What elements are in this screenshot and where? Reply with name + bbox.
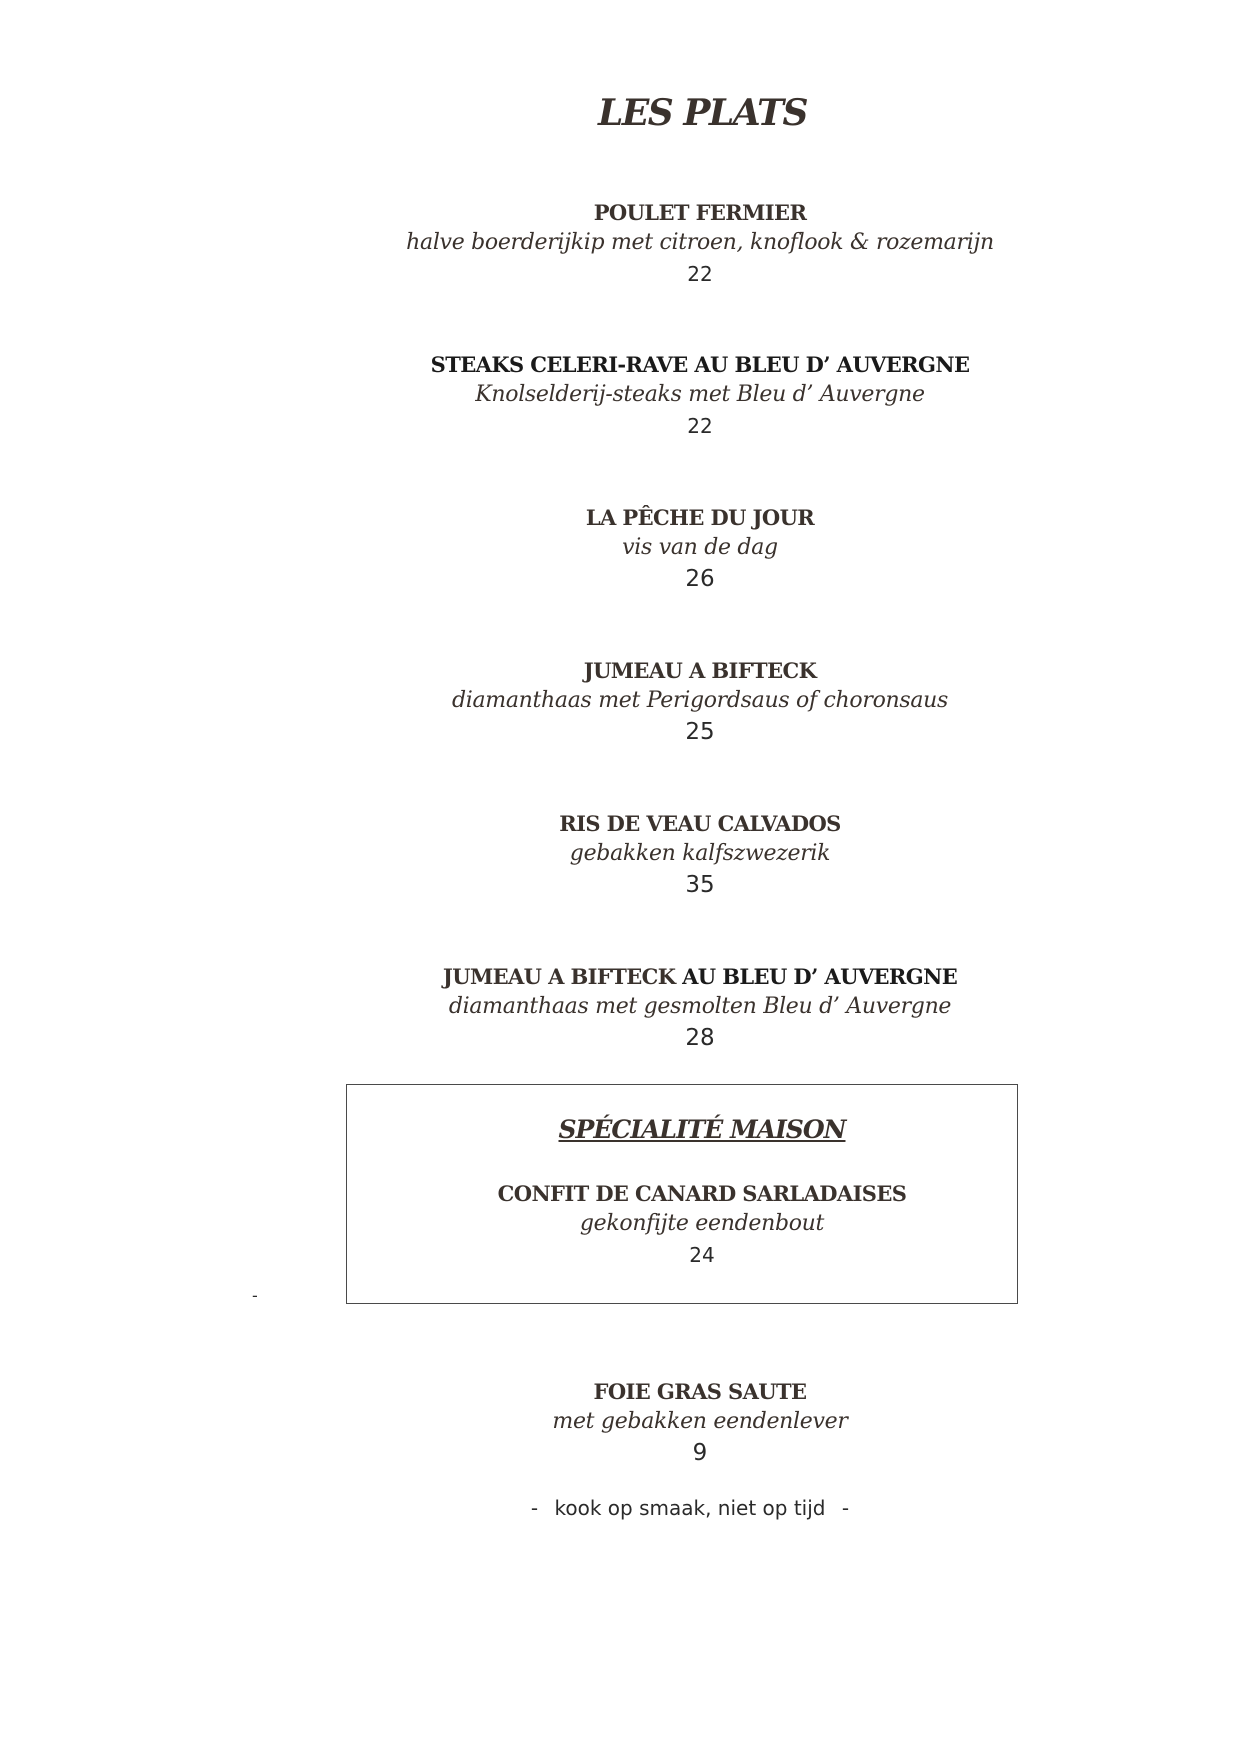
footer-text: kook op smaak, niet op tijd: [554, 1496, 826, 1520]
special-heading: SPÉCIALITÉ MAISON: [558, 1115, 846, 1144]
dish-name: [380, 962, 1020, 992]
dish-name: RIS DE VEAU CALVADOS: [559, 811, 841, 836]
footer-dash-left: -: [530, 1496, 539, 1520]
menu-item-peche-du-jour: [380, 503, 1020, 595]
dish-name: POULET FERMIER: [593, 200, 807, 225]
menu-item-poulet-fermier: [380, 198, 1020, 290]
dish-description: met gebakken eendenlever: [552, 1409, 848, 1434]
dish-description: gekonfijte eendenbout: [579, 1211, 825, 1236]
dish-name-part2: AU BLEU D’ AUVERGNE: [675, 964, 958, 989]
dish-description: vis van de dag: [622, 535, 778, 560]
footer-note: [0, 1494, 1240, 1522]
dish-name-part1: JUMEAU A BIFTECK: [442, 964, 676, 989]
dish-price: 26: [685, 566, 715, 592]
menu-item-foie-gras: [380, 1377, 1020, 1469]
dish-price: 35: [685, 872, 715, 898]
stray-dash: -: [252, 1286, 258, 1305]
footer-dash-right: -: [841, 1496, 850, 1520]
dish-price: 22: [687, 414, 713, 438]
dish-name: [380, 350, 1020, 380]
page-title: LES PLATS: [598, 92, 807, 134]
dish-description: halve boerderijkip met citroen, knoflook & rozemarijn: [406, 230, 994, 255]
dish-price: 9: [692, 1440, 708, 1466]
dish-name: FOIE GRAS SAUTE: [593, 1379, 807, 1404]
dish-description: gebakken kalfszwezerik: [569, 841, 831, 866]
dish-price: 28: [685, 1025, 715, 1051]
special-box: [346, 1084, 1018, 1304]
dish-description: Knolselderij-steaks met Bleu d’ Auvergne: [475, 382, 925, 407]
dish-description: diamanthaas met Perigordsaus of choronsaus: [451, 688, 949, 713]
dish-name: LA PÊCHE DU JOUR: [585, 505, 815, 530]
dish-description: diamanthaas met gesmolten Bleu d’ Auvergne: [448, 994, 952, 1019]
menu-item-steaks-celeri-rave: [380, 350, 1020, 442]
menu-item-jumeau-a-bifteck: [380, 656, 1020, 748]
dish-name-text: STEAKS CELERI-RAVE AU BLEU D’ AUVERGNE: [430, 352, 970, 377]
menu-item-confit-de-canard: [347, 1179, 1017, 1271]
dish-price: 22: [687, 262, 713, 286]
menu-item-jumeau-bleu-auvergne: [380, 962, 1020, 1054]
dish-name: CONFIT DE CANARD SARLADAISES: [497, 1181, 907, 1206]
menu-item-ris-de-veau: [380, 809, 1020, 901]
dish-name: JUMEAU A BIFTECK: [583, 658, 817, 683]
dish-price: 25: [685, 719, 715, 745]
dish-price: 24: [689, 1243, 715, 1267]
